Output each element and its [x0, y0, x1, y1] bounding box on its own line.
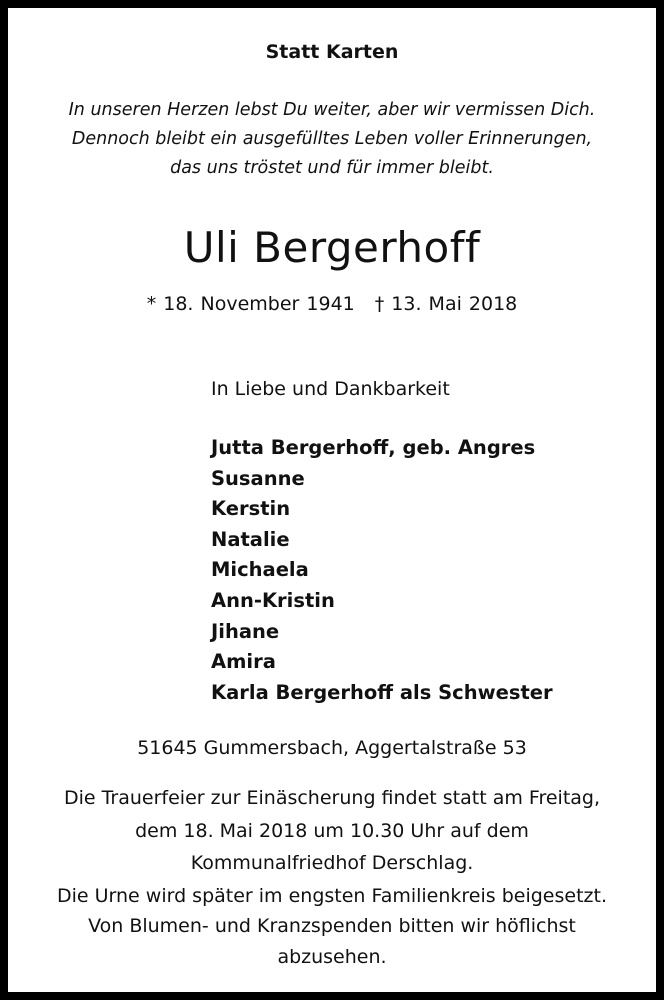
ceremony-details — [8, 782, 656, 912]
mourner-name: Karla Bergerhoff als Schwester — [211, 680, 553, 704]
mourner-name: Amira — [211, 650, 276, 674]
ceremony-line: Die Trauerfeier zur Einäscherung findet statt am Freitag, — [63, 787, 601, 809]
verse-line: das uns tröstet und für immer bleibt. — [170, 158, 494, 178]
ceremony-line: Kommunalfriedhof Derschlag. — [190, 852, 474, 874]
greeting: In Liebe und Dankbarkeit — [211, 378, 450, 400]
family-address: 51645 Gummersbach, Aggertalstraße 53 — [137, 737, 527, 759]
flowers-request — [8, 911, 656, 973]
ceremony-line: dem 18. Mai 2018 um 10.30 Uhr auf dem — [135, 819, 529, 842]
flowers-line: abzusehen. — [277, 946, 387, 968]
ceremony-line: Die Urne wird später im engsten Familienkreis beigesetzt. — [56, 884, 607, 907]
mourner-name: Kerstin — [211, 497, 291, 521]
verse-line: In unseren Herzen lebst Du weiter, aber wir vermissen Dich. — [68, 100, 596, 120]
death-date: † 13. Mai 2018 — [374, 293, 518, 315]
flowers-line: Von Blumen- und Kranzspenden bitten wir höflichst — [88, 915, 576, 937]
mourner-name: Michaela — [211, 558, 309, 582]
mourner-name: Natalie — [211, 527, 290, 551]
mourner-list — [211, 433, 553, 708]
mourner-name: Jihane — [211, 619, 280, 643]
verse-line: Dennoch bleibt ein ausgefülltes Leben voller Erinnerungen, — [71, 129, 593, 149]
deceased-name: Uli Bergerhoff — [183, 223, 481, 272]
mourner-name: Ann-Kristin — [211, 588, 335, 612]
birth-date: * 18. November 1941 — [146, 293, 355, 315]
mourner-name: Susanne — [211, 466, 305, 490]
mourner-name: Jutta Bergerhoff, geb. Angres — [211, 436, 536, 459]
life-dates — [8, 293, 656, 315]
memorial-verse — [8, 96, 656, 183]
notice-header: Statt Karten — [265, 41, 399, 63]
